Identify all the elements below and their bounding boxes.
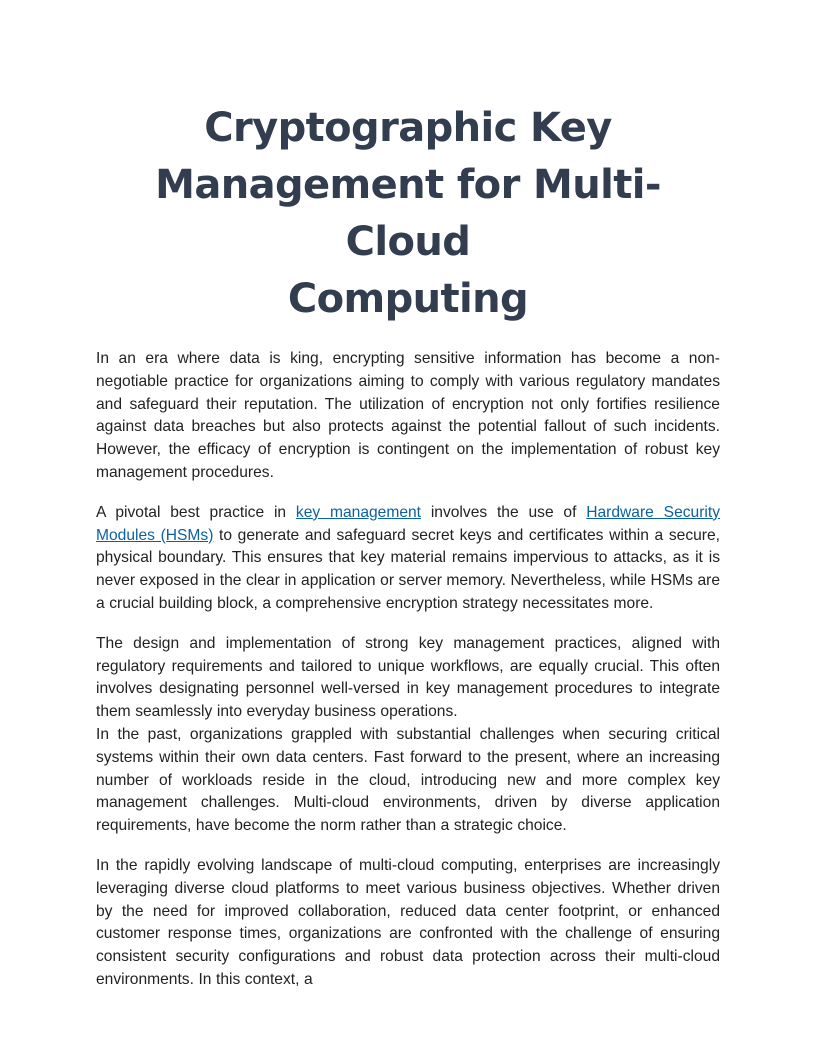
title-line-2: Management for Multi-Cloud: [155, 162, 661, 265]
paragraph-hsm: [96, 502, 720, 616]
paragraph-intro: In an era where data is king, encrypting sensitive information has become a non-negotiable practice for organizations aiming to comply with various regulatory mandates and safeguard their reputation. The utilization of encryption not only fortifies resilience against data breaches but also protects against the potential fallout of such incidents. However, the efficacy of encryption is contingent on the implementation of robust key management procedures.: [96, 350, 720, 481]
paragraph-hsm-text-3: to generate and safeguard secret keys and certificates within a secure, physical boundary. This ensures that key material remains impervious to attacks, as it is never exposed in the clear in application or server memory. Nevertheless, while HSMs are a crucial building block, a comprehensive encryption strategy necessitates more.: [96, 526, 720, 612]
title-line-1: Cryptographic Key: [204, 105, 612, 151]
document-page: [96, 100, 720, 1009]
document-title: [96, 100, 720, 328]
paragraph-past: In the past, organizations grappled with substantial challenges when securing critical systems within their own data centers. Fast forward to the present, where an increasing number of workloads reside in the cloud, introducing new and more complex key management challenges. Multi-cloud environments, driven by diverse application requirements, have become the norm rather than a strategic choice.: [96, 725, 720, 835]
title-line-3: Computing: [287, 276, 529, 322]
paragraph-hsm-text-1: A pivotal best practice in: [96, 503, 296, 521]
paragraph-hsm-text-2: involves the use of: [421, 503, 587, 521]
paragraph-multicloud: In the rapidly evolving landscape of multi-cloud computing, enterprises are increasingly leveraging diverse cloud platforms to meet various business objectives. Whether driven by the need for improved collaboration, reduced data center footprint, or enhanced customer response times, organizations are confronted with the challenge of ensuring consistent security configurations and robust data protection across their multi-cloud environments. In this context, a: [96, 856, 720, 988]
paragraph-design: The design and implementation of strong key management practices, aligned with regulatory requirements and tailored to unique workflows, are equally crucial. This often involves designating personnel well-versed in key management procedures to integrate them seamlessly into everyday business operations.: [96, 634, 720, 721]
hsm-link[interactable]: Hardware Security Modules (HSMs): [96, 503, 720, 544]
document-body: [96, 348, 720, 992]
key-management-link[interactable]: key management: [295, 503, 422, 521]
